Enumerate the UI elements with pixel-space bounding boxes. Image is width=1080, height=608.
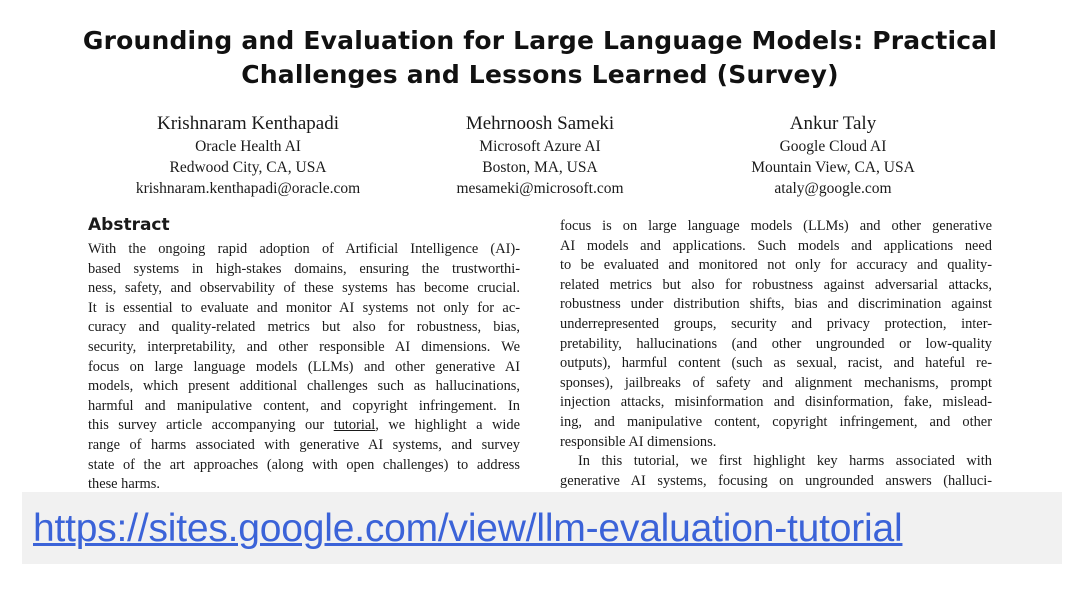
text-line: related metrics but also for robustness against adversarial attacks, bbox=[560, 276, 992, 293]
author-location: Boston, MA, USA bbox=[482, 159, 598, 176]
author-affiliation: Microsoft Azure AI bbox=[479, 138, 601, 155]
text-line: sponses), jailbreaks of safety and alignment mechanisms, prompt bbox=[560, 374, 992, 391]
text-line: generative AI systems, focusing on ungrounded answers (halluci- bbox=[560, 472, 992, 489]
author-block bbox=[0, 112, 1080, 204]
tutorial-url-link[interactable]: https://sites.google.com/view/llm-evaluation-tutorial bbox=[33, 507, 903, 550]
text-line: state of the art approaches (along with open challenges) to address bbox=[88, 456, 520, 473]
text-line: to be evaluated and monitored not only for accuracy and quality- bbox=[560, 257, 992, 274]
text-line: outputs), harmful content (such as sexual, racist, and hateful re- bbox=[560, 355, 992, 372]
author-email: krishnaram.kenthapadi@oracle.com bbox=[135, 180, 361, 197]
text-line: focus on large language models (LLMs) and other generative AI bbox=[88, 358, 520, 375]
text-line: security, interpretability, and other responsible AI dimensions. We bbox=[88, 338, 520, 355]
abstract-heading: Abstract bbox=[88, 215, 170, 235]
tutorial-link[interactable]: tutorial bbox=[333, 417, 376, 434]
author-affiliation: Oracle Health AI bbox=[195, 138, 301, 155]
author-taly bbox=[668, 112, 998, 199]
left-column bbox=[88, 212, 520, 495]
text-line: these harms. bbox=[88, 476, 160, 493]
text-line: With the ongoing rapid adoption of Artificial Intelligence (AI)- bbox=[88, 241, 520, 257]
text-line: robustness under distribution shifts, bias and discrimination against bbox=[560, 296, 992, 313]
author-affiliation: Google Cloud AI bbox=[779, 138, 887, 155]
text-line: range of harms associated with generative AI systems, and survey bbox=[88, 436, 520, 453]
text-line: It is essential to evaluate and monitor AI systems not only for ac- bbox=[88, 299, 520, 316]
text-line: In this tutorial, we first highlight key harms associated with bbox=[578, 453, 992, 470]
text-line: responsible AI dimensions. bbox=[560, 433, 717, 450]
author-kenthapadi bbox=[83, 112, 413, 199]
text-line-with-link bbox=[88, 416, 520, 436]
body-paragraph bbox=[560, 217, 992, 452]
body-paragraph bbox=[560, 452, 992, 491]
paper-title-line-1: Grounding and Evaluation for Large Language Models: Practical bbox=[82, 26, 998, 55]
text-line: focus is on large language models (LLMs) and other generative bbox=[560, 218, 992, 234]
author-sameki bbox=[375, 112, 705, 199]
text-line: underrepresented groups, security and privacy protection, inter- bbox=[560, 315, 992, 332]
paper-title bbox=[40, 24, 1040, 92]
text-line: harmful and manipulative content, and copyright infringement. In bbox=[88, 397, 520, 414]
text-line: ing, and manipulative content, copyright infringement, and other bbox=[560, 413, 992, 430]
paper-title-line-2: Challenges and Lessons Learned (Survey) bbox=[241, 60, 839, 89]
text-line: ness, safety, and observability of these systems has become crucial. bbox=[88, 280, 520, 297]
author-location: Mountain View, CA, USA bbox=[751, 159, 915, 176]
text-line: AI models and applications. Such models and applications need bbox=[560, 237, 992, 254]
text-line: curacy and quality-related metrics but also for robustness, bias, bbox=[88, 319, 520, 336]
author-name: Mehrnoosh Sameki bbox=[465, 113, 615, 134]
right-column bbox=[560, 217, 992, 491]
text-fragment: , we highlight a wide bbox=[375, 417, 520, 434]
text-line: based systems in high-stakes domains, ensuring the trustworthi- bbox=[88, 260, 520, 277]
author-email: mesameki@microsoft.com bbox=[456, 180, 624, 197]
author-name: Ankur Taly bbox=[789, 113, 877, 134]
text-line: injection attacks, misinformation and disinformation, fake, mislead- bbox=[560, 394, 992, 411]
author-location: Redwood City, CA, USA bbox=[169, 159, 327, 176]
author-email: ataly@google.com bbox=[774, 180, 892, 197]
text-line: pretability, hallucinations (and other ungrounded or low-quality bbox=[560, 335, 992, 352]
text-fragment: this survey article accompanying our bbox=[88, 417, 334, 434]
abstract-paragraph bbox=[88, 240, 520, 495]
author-name: Krishnaram Kenthapadi bbox=[156, 113, 340, 134]
text-line: models, which present additional challenges such as hallucinations, bbox=[88, 378, 520, 395]
